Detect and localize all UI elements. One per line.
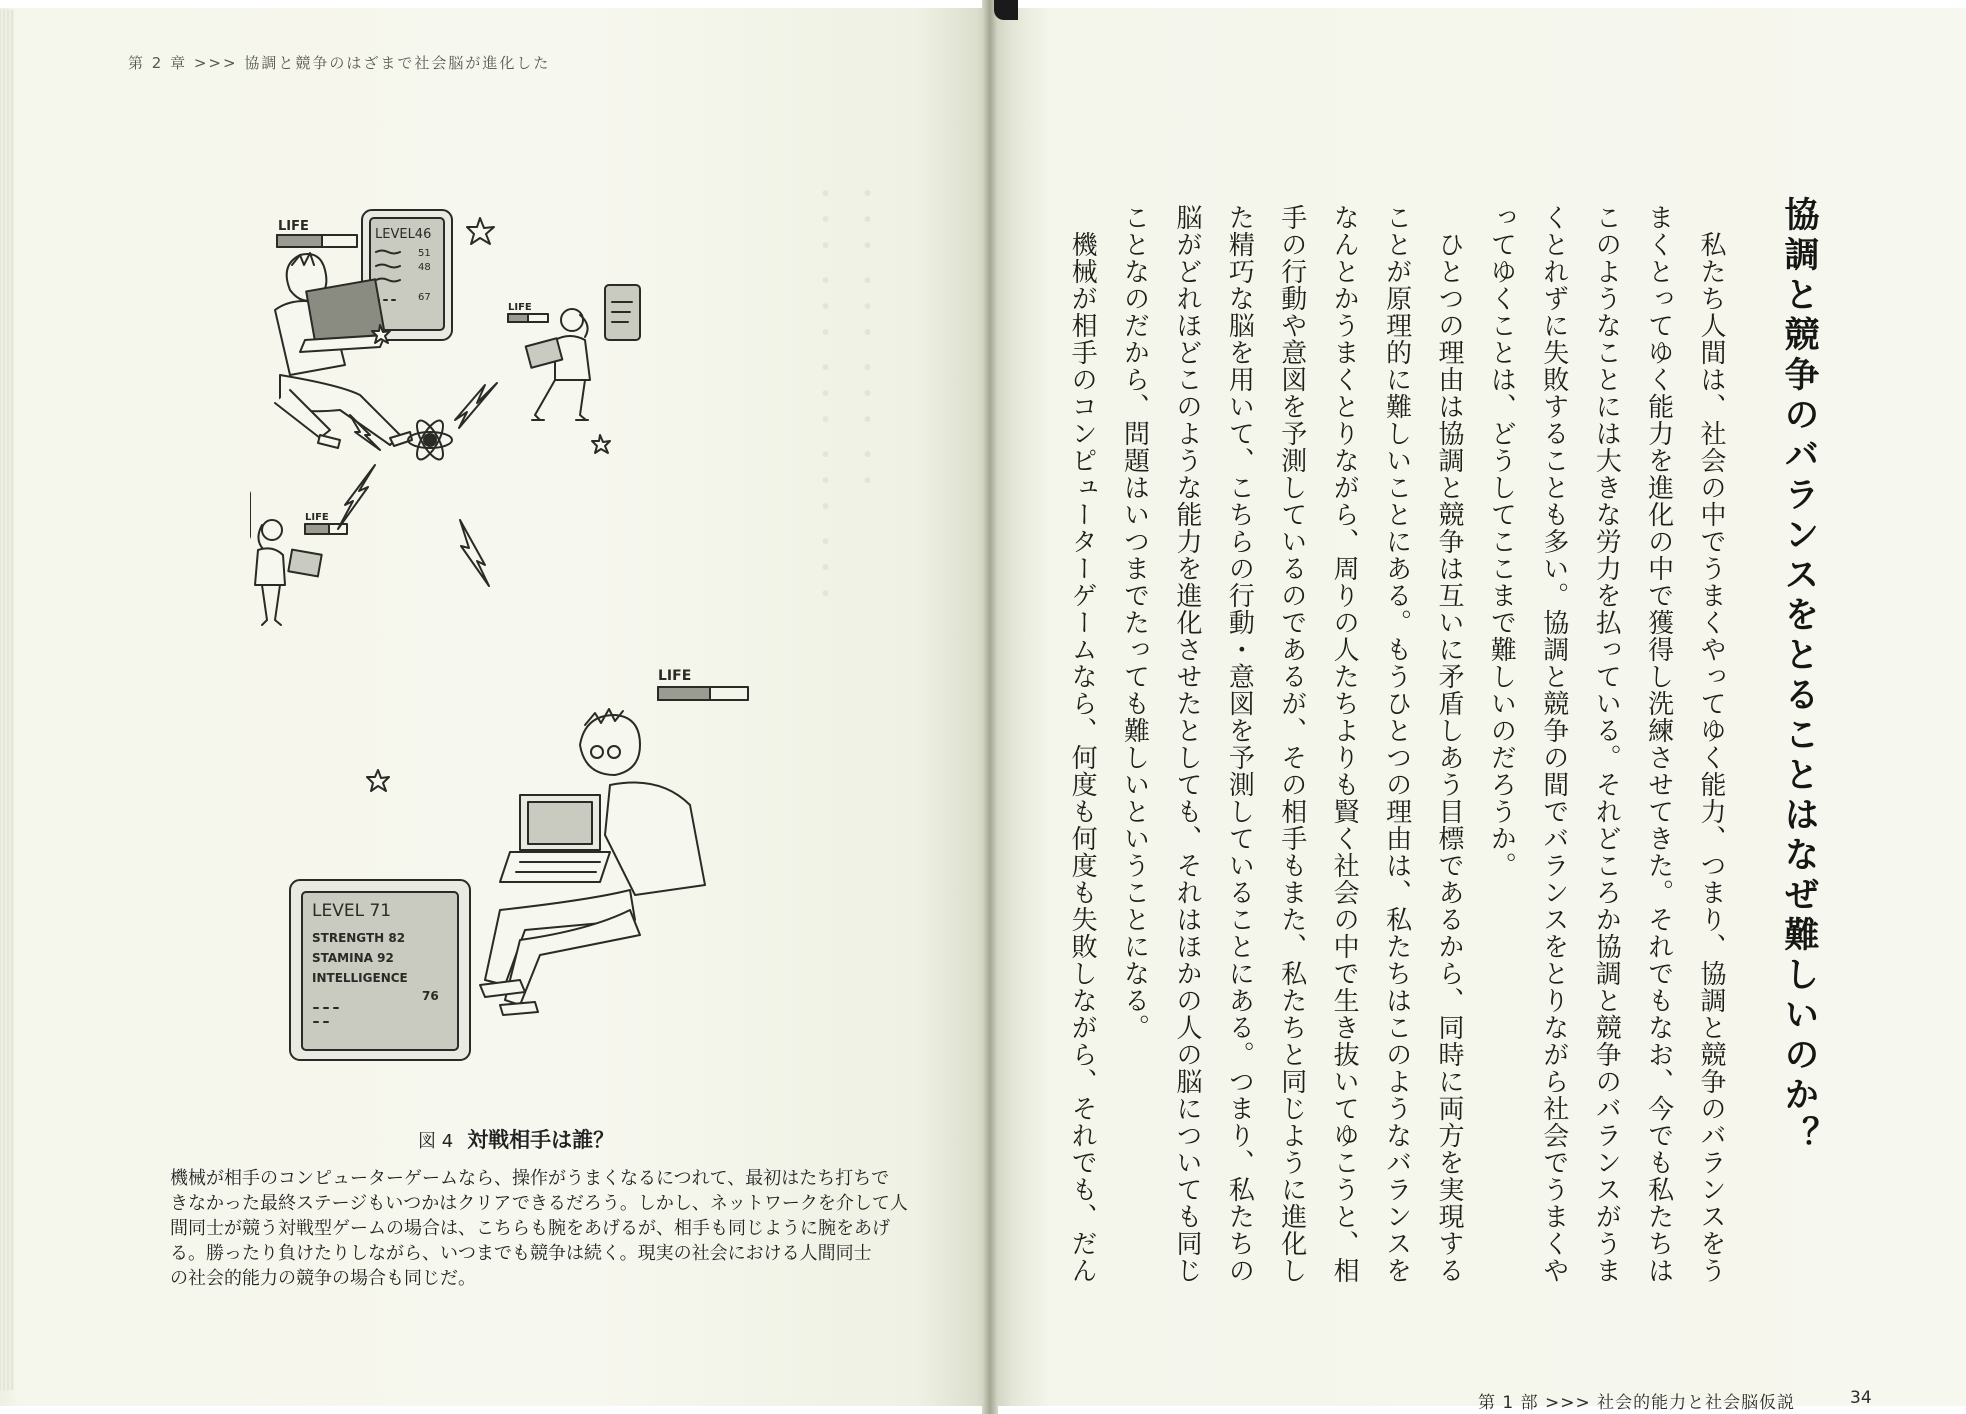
body-line: くとれずに失敗することも多い。協調と競争の間でバランスをとりながら社会でうまくや: [1538, 204, 1569, 1284]
body-line: 私たち人間は、社会の中でうまくやってゆく能力、つまり、協調と競争のバランスをう: [1696, 204, 1726, 1284]
svg-text:LIFE: LIFE: [508, 302, 532, 313]
svg-text:STRENGTH 82: STRENGTH 82: [312, 931, 406, 945]
body-line: 機械が相手のコンピューターゲームなら、何度も何度も失敗しながら、それでも、だん: [1067, 204, 1098, 1284]
body-line: まくとってゆく能力を進化の中で獲得し洗練させてきた。それでもなお、今でも私たちは: [1643, 204, 1674, 1284]
scan-shadow: [994, 0, 1018, 20]
life-label: LIFE: [278, 219, 309, 234]
running-footer: 第 1 部 >>> 社会的能力と社会脳仮説: [1478, 1393, 1796, 1413]
figure-illustration: [250, 190, 830, 1080]
caption-line: る。勝ったり負けたりしながら、いつまでも競争は続く。現実の社会における人間同士: [170, 1243, 872, 1264]
body-line: 脳がどれほどこのような能力を進化させたとしても、それはほかの人の脳についても同じ: [1171, 204, 1202, 1284]
body-line: 手の行動や意図を予測しているのであるが、その相手もまた、私たちと同じように進化し: [1276, 204, 1307, 1284]
bleed-through-text: ・・・ ・・・ ・・・ ・・: [850, 180, 880, 494]
section-heading: 協調と競争のバランスをとることはなぜ難しいのか？: [1779, 196, 1819, 1156]
lightning-icon: [338, 465, 375, 529]
body-line: ひとつの理由は協調と競争は互いに矛盾しあう目標であるから、同時に両方を実現する: [1433, 204, 1464, 1284]
caption-line: きなかった最終ステージもいつかはクリアできるだろう。しかし、ネットワークを介して人: [170, 1193, 908, 1214]
svg-text:LIFE: LIFE: [658, 668, 692, 684]
svg-text:LEVEL46: LEVEL46: [375, 227, 432, 242]
player-figure: [480, 709, 705, 1015]
book-gutter: [982, 0, 998, 1414]
svg-text:67: 67: [418, 292, 431, 303]
svg-text:LEVEL 71: LEVEL 71: [312, 901, 392, 921]
running-header: 第 2 章 >>> 協調と競争のはざまで社会脳が進化した: [128, 54, 551, 72]
svg-text:LIFE: LIFE: [305, 512, 329, 523]
caption-line: 間同士が競う対戦型ゲームの場合は、こちらも腕をあげるが、相手も同じように腕をあげ: [170, 1218, 890, 1239]
svg-text:INTELLIGENCE: INTELLIGENCE: [312, 971, 408, 985]
svg-text:STAMINA 92: STAMINA 92: [312, 951, 394, 965]
star-icon: [467, 218, 494, 244]
page-edges: [0, 10, 14, 1390]
game-players-illustration: [250, 190, 830, 1080]
body-line: なんとかうまくとりながら、周りの人たちよりも賢く社会の中で生き抜いてゆこうと、相: [1329, 204, 1360, 1284]
caption-line: 機械が相手のコンピューターゲームなら、操作がうまくなるにつれて、最初はたち打ちで: [170, 1168, 890, 1189]
lightning-icon: [455, 383, 497, 428]
svg-text:48: 48: [418, 262, 431, 273]
figure-caption-title: [418, 1124, 614, 1154]
body-line: ことが原理的に難しいことにある。もうひとつの理由は、私たちはこのようなバランスを: [1381, 204, 1412, 1284]
lightning-icon: [460, 520, 489, 586]
body-text: [1067, 204, 1737, 1304]
bleed-through-text: ・・・ ・・・ ・・・ ・・・ ・・・: [808, 180, 838, 607]
star-icon: [367, 770, 389, 791]
body-line: た精巧な脳を用いて、こちらの行動・意図を予測していることにある。つまり、私たちの: [1224, 204, 1255, 1284]
player-figure: [255, 520, 322, 625]
caption-line: の社会的能力の競争の場合も同じだ。: [170, 1268, 476, 1289]
body-line: ってゆくことは、どうしてここまで難しいのだろうか。: [1486, 204, 1517, 879]
page-number: 34: [1850, 1388, 1872, 1408]
body-line: このようなことには大きな労力を払っている。それどころか協調と競争のバランスがうま: [1591, 204, 1622, 1284]
figure-number: 図 4: [418, 1131, 454, 1152]
figure-title: 対戦相手は誰？: [467, 1128, 615, 1152]
figure-caption: [170, 1166, 908, 1291]
svg-text:51: 51: [418, 248, 431, 259]
svg-text:76: 76: [422, 989, 439, 1003]
star-icon: [592, 435, 610, 453]
body-line: ことなのだから、問題はいつまでたっても難しいということになる。: [1119, 204, 1150, 1041]
player-figure: [526, 309, 590, 420]
spark-icon: [408, 417, 452, 463]
